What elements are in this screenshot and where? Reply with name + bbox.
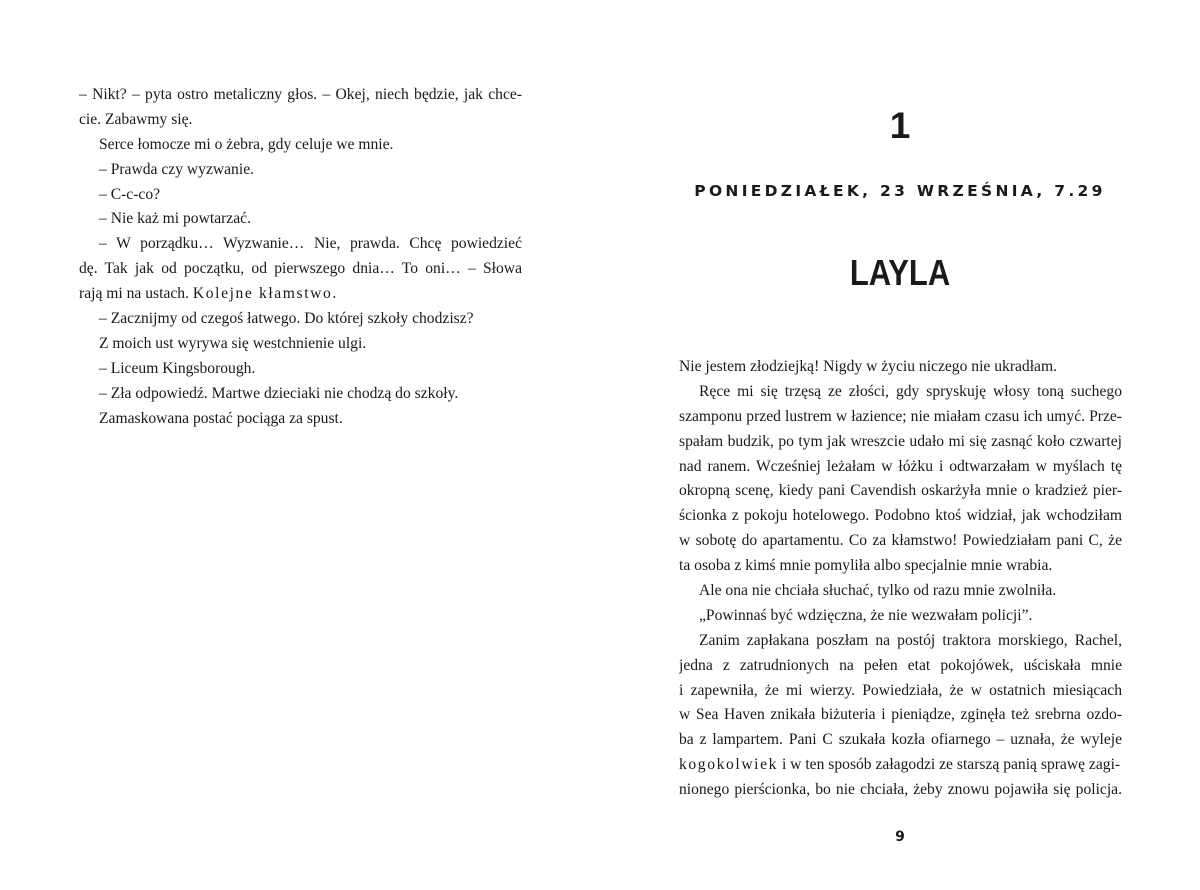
- right-page: [600, 0, 1200, 890]
- text-line: ba z lampartem. Pani C szukała kozła ofiarnego – uznała, że wyleje: [679, 731, 1122, 749]
- text-line: Zanim zapłakana poszłam na postój traktora morskiego, Rachel,: [699, 631, 1122, 649]
- text-fragment: rają mi na ustach.: [79, 285, 189, 303]
- left-page-text: [79, 83, 522, 431]
- text-line: szamponu przed lustrem w łazience; nie miałam czasu ich umyć. Prze-: [679, 407, 1122, 425]
- text-fragment: i w ten sposób załagodzi ze starszą panią sprawę zagi-: [781, 756, 1121, 774]
- text-line: [79, 282, 522, 307]
- text-line: – Zacznijmy od czegoś łatwego. Do której szkoły chodzisz?: [99, 310, 474, 328]
- text-line: spałam budzik, po tym jak wreszcie udało mi się zasnąć koło czwartej: [679, 432, 1122, 450]
- text-line: jedna z zatrudnionych na pełen etat pokojówek, uściskała mnie: [679, 656, 1122, 674]
- text-line: ta osoba z kimś mnie pomyliła albo specjalnie mnie wrabia.: [679, 557, 1053, 575]
- text-line: – W porządku… Wyzwanie… Nie, prawda. Chcę powiedzieć: [99, 235, 522, 253]
- text-line: Ręce mi się trzęsą ze złości, gdy spryskuję włosy toną suchego: [699, 382, 1122, 400]
- text-line: Zamaskowana postać pociąga za spust.: [99, 409, 343, 427]
- text-line: – C-c-co?: [99, 185, 161, 203]
- spaced-emphasis-text: Kolejne kłamstwo.: [192, 285, 338, 303]
- text-line: ścionka z pokoju hotelowego. Podobno ktoś widział, jak wchodziłam: [679, 507, 1122, 525]
- text-line: Serce łomocze mi o żebra, gdy celuje we mnie.: [99, 135, 394, 153]
- text-line: – Nie każ mi powtarzać.: [99, 210, 251, 228]
- text-line: Ale ona nie chciała słuchać, tylko od razu mnie zwolniła.: [699, 582, 1057, 600]
- text-line: Nie jestem złodziejką! Nigdy w życiu niczego nie ukradłam.: [679, 358, 1058, 375]
- page-number: 9: [895, 829, 905, 845]
- chapter-number: 1: [889, 105, 911, 146]
- text-line: – Liceum Kingsborough.: [99, 359, 256, 377]
- chapter-date-heading: PONIEDZIAŁEK, 23 WRZEŚNIA, 7.29: [694, 182, 1106, 200]
- chapter-title: LAYLA: [849, 252, 951, 293]
- text-line: – Prawda czy wyzwanie.: [99, 160, 255, 178]
- text-line: [679, 753, 1122, 778]
- text-line: „Powinnaś być wdzięczna, że nie wezwałam policji”.: [699, 606, 1033, 624]
- spaced-emphasis-text: kogokolwiek: [679, 756, 779, 774]
- text-line: w Sea Haven znikała biżuteria i pieniądze, zginęła też srebrna ozdo-: [679, 706, 1122, 724]
- text-line: – Zła odpowiedź. Martwe dzieciaki nie chodzą do szkoły.: [99, 384, 459, 402]
- text-line: dę. Tak jak od początku, od pierwszego dnia… To oni… – Słowa: [79, 260, 522, 278]
- text-line: w sobotę do apartamentu. Co za kłamstwo! Powiedziałam pani C, że: [679, 532, 1122, 550]
- text-line: cie. Zabawmy się.: [79, 110, 193, 128]
- text-line: nionego pierścionka, bo nie chciała, żeby znowu pojawiła się policja.: [679, 781, 1122, 799]
- text-line: okropną scenę, kiedy pani Cavendish oskarżyła mnie o kradzież pier-: [679, 482, 1122, 500]
- text-line: – Nikt? – pyta ostro metaliczny głos. – Okej, niech będzie, jak chce-: [79, 86, 522, 103]
- text-line: i zapewniła, że mi wierzy. Powiedziała, że w ostatnich miesiącach: [679, 681, 1122, 699]
- text-line: Z moich ust wyrywa się westchnienie ulgi.: [99, 334, 367, 352]
- right-page-text: [679, 355, 1122, 803]
- text-line: nad ranem. Wcześniej leżałam w łóżku i odtwarzałam w myślach tę: [679, 457, 1122, 475]
